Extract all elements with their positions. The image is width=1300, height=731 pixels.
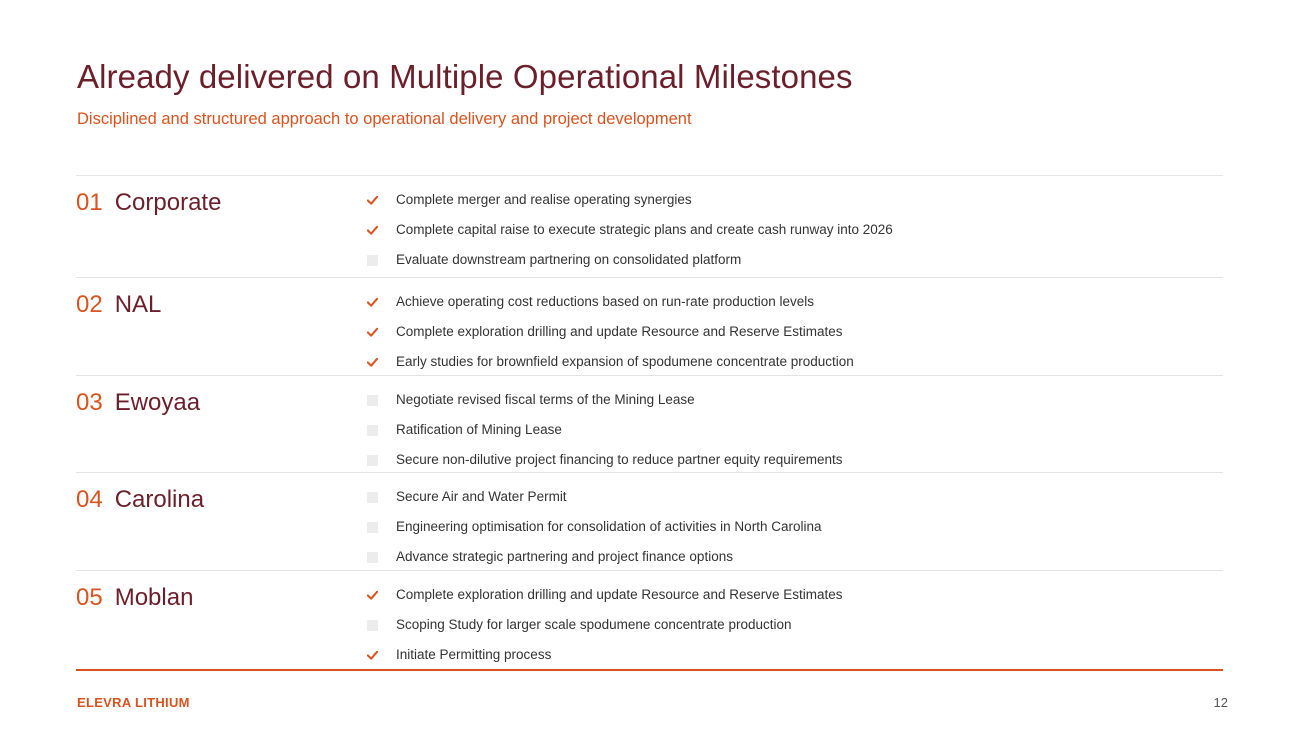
- milestone-item: [367, 392, 843, 422]
- checkmark-icon: [367, 650, 378, 661]
- milestone-text: Early studies for brownfield expansion of spodumene concentrate production: [396, 354, 854, 369]
- milestone-text: Ratification of Mining Lease: [396, 422, 562, 437]
- brand-logo-text: ELEVRA LITHIUM: [77, 695, 190, 710]
- milestone-item: [367, 647, 843, 677]
- milestone-item: [367, 192, 893, 222]
- checkmark-icon: [367, 590, 378, 601]
- section-heading: [76, 389, 200, 417]
- section-name: NAL: [114, 291, 162, 318]
- milestone-item: [367, 617, 843, 647]
- pending-box-icon: [367, 455, 378, 466]
- milestone-text: Complete exploration drilling and update Resource and Reserve Estimates: [396, 324, 843, 339]
- section-moblan: [76, 571, 1223, 669]
- milestone-item: [367, 422, 843, 452]
- milestone-item: [367, 324, 854, 354]
- milestone-item: [367, 587, 843, 617]
- pending-box-icon: [367, 255, 378, 266]
- pending-box-icon: [367, 395, 378, 406]
- milestone-text: Initiate Permitting process: [396, 647, 552, 662]
- pending-box-icon: [367, 620, 378, 631]
- section-ewoyaa: [76, 376, 1223, 473]
- milestone-list: [367, 587, 843, 677]
- checkmark-icon: [367, 357, 378, 368]
- page-title: Already delivered on Multiple Operational Milestones: [77, 58, 853, 95]
- section-carolina: [76, 473, 1223, 571]
- section-name: Moblan: [114, 584, 194, 611]
- pending-box-icon: [367, 552, 378, 563]
- section-corporate: [76, 176, 1223, 278]
- milestone-text: Complete merger and realise operating synergies: [396, 192, 692, 207]
- milestone-list: [367, 489, 821, 579]
- bottom-rule: [76, 669, 1223, 671]
- milestone-text: Complete capital raise to execute strategic plans and create cash runway into 2026: [396, 222, 893, 237]
- checkmark-icon: [367, 195, 378, 206]
- section-nal: [76, 278, 1223, 376]
- milestone-text: Scoping Study for larger scale spodumene concentrate production: [396, 617, 792, 632]
- page-subtitle: Disciplined and structured approach to operational delivery and project development: [77, 110, 692, 128]
- pending-box-icon: [367, 522, 378, 533]
- section-name: Ewoyaa: [114, 389, 201, 416]
- checkmark-icon: [367, 297, 378, 308]
- milestone-text: Secure non-dilutive project financing to reduce partner equity requirements: [396, 452, 843, 467]
- milestone-list: [367, 294, 854, 384]
- section-number: 02: [76, 291, 103, 318]
- section-name: Carolina: [114, 486, 205, 513]
- milestone-text: Secure Air and Water Permit: [396, 489, 567, 504]
- milestone-text: Advance strategic partnering and project finance options: [396, 549, 733, 564]
- pending-box-icon: [367, 492, 378, 503]
- section-heading: [76, 291, 161, 319]
- section-number: 01: [76, 189, 103, 216]
- section-number: 04: [76, 486, 103, 513]
- milestone-item: [367, 294, 854, 324]
- section-heading: [76, 486, 204, 514]
- checkmark-icon: [367, 327, 378, 338]
- milestone-text: Evaluate downstream partnering on consolidated platform: [396, 252, 742, 267]
- section-number: 05: [76, 584, 103, 611]
- section-name: Corporate: [114, 189, 222, 216]
- milestone-item: [367, 519, 821, 549]
- section-heading: [76, 189, 221, 217]
- milestone-text: Complete exploration drilling and update Resource and Reserve Estimates: [396, 587, 843, 602]
- milestone-item: [367, 222, 893, 252]
- section-number: 03: [76, 389, 103, 416]
- checkmark-icon: [367, 225, 378, 236]
- milestone-list: [367, 392, 843, 482]
- pending-box-icon: [367, 425, 378, 436]
- milestone-text: Achieve operating cost reductions based on run-rate production levels: [396, 294, 814, 309]
- section-heading: [76, 584, 193, 612]
- milestone-text: Negotiate revised fiscal terms of the Mining Lease: [396, 392, 695, 407]
- milestone-item: [367, 489, 821, 519]
- milestone-text: Engineering optimisation for consolidation of activities in North Carolina: [396, 519, 822, 534]
- page-number: 12: [1213, 695, 1228, 710]
- milestone-list: [367, 192, 893, 282]
